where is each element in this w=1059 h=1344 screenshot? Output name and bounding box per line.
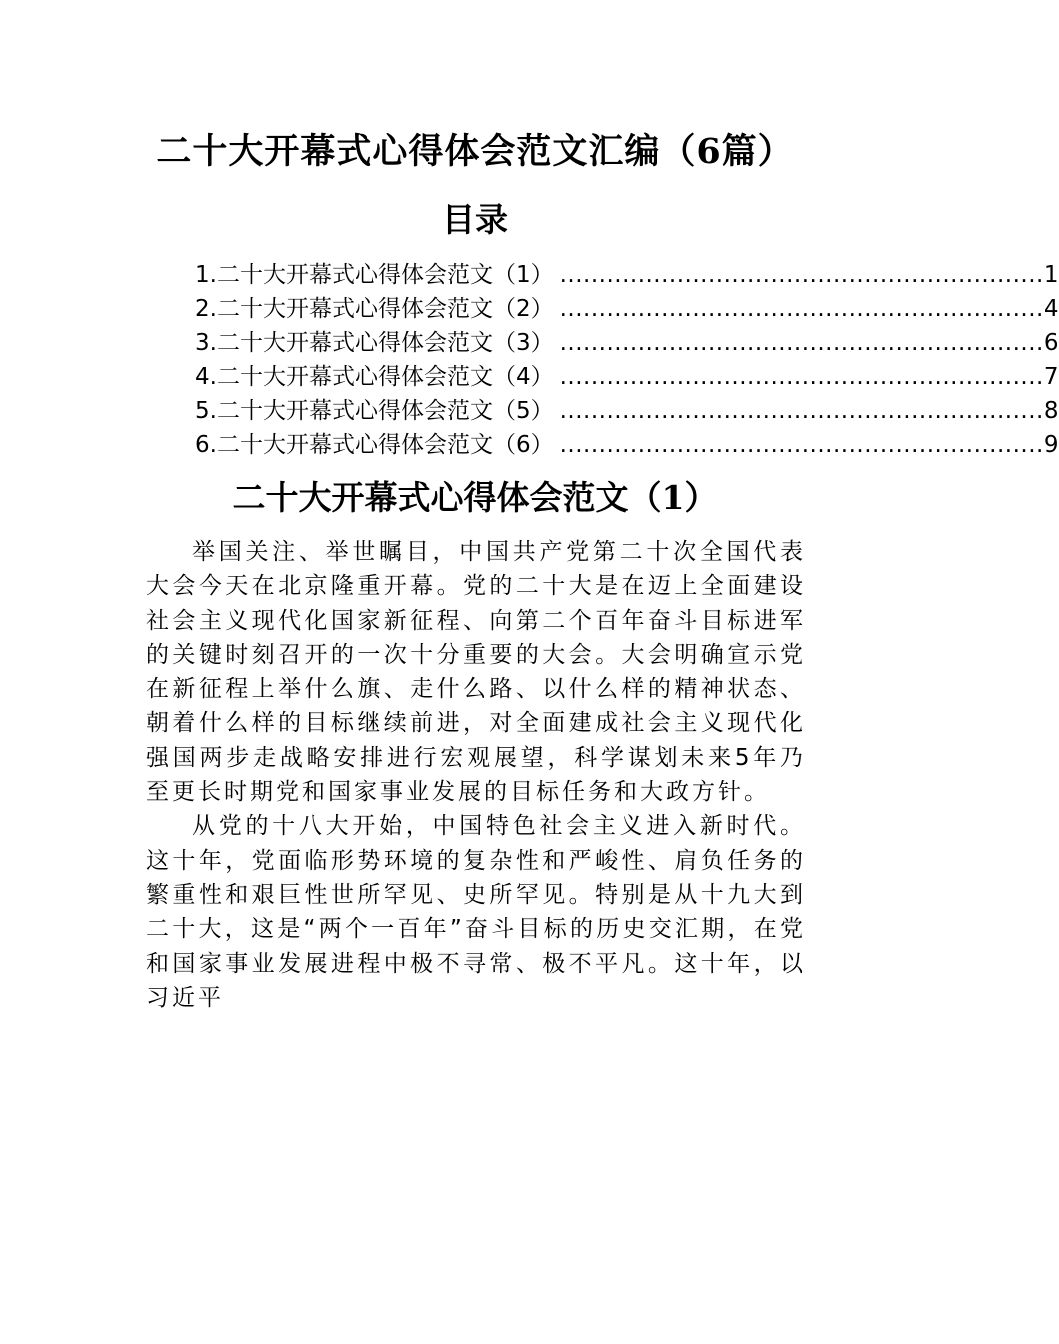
toc-entry[interactable]	[195, 360, 1059, 394]
toc-heading: 目录	[442, 200, 508, 239]
body-text	[146, 535, 806, 1015]
toc-entry-label: 1.二十大开幕式心得体会范文（1）	[195, 262, 554, 288]
toc-entry-label: 6.二十大开幕式心得体会范文（6）	[195, 432, 554, 458]
toc-entry-label: 3.二十大开幕式心得体会范文（3）	[195, 330, 554, 356]
toc-entry[interactable]	[195, 394, 1059, 428]
toc-dot-leader: ..............................................................	[559, 364, 1044, 390]
toc-dot-leader: ..............................................................	[559, 398, 1044, 424]
toc-entry-label: 4.二十大开幕式心得体会范文（4）	[195, 364, 554, 390]
toc-entry-page: 1	[1043, 262, 1059, 288]
toc-entry-page: 4	[1043, 296, 1059, 322]
table-of-contents	[195, 258, 1059, 462]
body-paragraph: 举国关注、举世瞩目，中国共产党第二十次全国代表大会今天在北京隆重开幕。党的二十大是在迈上全面建设社会主义现代化国家新征程、向第二个百年奋斗目标进军的关键时刻召开的一次十分重要的大会。大会明确宣示党在新征程上举什么旗、走什么路、以什么样的精神状态、朝着什么样的目标继续前进，对全面建成社会主义现代化强国两步走战略安排进行宏观展望，科学谋划未来5年乃至更长时期党和国家事业发展的目标任务和大政方针。	[146, 539, 806, 806]
toc-dot-leader: ..............................................................	[559, 296, 1044, 322]
document-title: 二十大开幕式心得体会范文汇编（6篇）	[156, 131, 794, 172]
toc-entry-page: 6	[1043, 330, 1059, 356]
toc-entry[interactable]	[195, 326, 1059, 360]
toc-entry-label: 2.二十大开幕式心得体会范文（2）	[195, 296, 554, 322]
toc-entry-page: 9	[1043, 432, 1059, 458]
toc-entry-page: 8	[1043, 398, 1059, 424]
section-title: 二十大开幕式心得体会范文（1）	[232, 478, 718, 517]
toc-dot-leader: ..............................................................	[559, 262, 1044, 288]
toc-dot-leader: ..............................................................	[559, 432, 1044, 458]
toc-entry[interactable]	[195, 258, 1059, 292]
toc-entry[interactable]	[195, 428, 1059, 462]
toc-entry-label: 5.二十大开幕式心得体会范文（5）	[195, 398, 554, 424]
toc-entry[interactable]	[195, 292, 1059, 326]
body-paragraph: 从党的十八大开始，中国特色社会主义进入新时代。这十年，党面临形势环境的复杂性和严峻性、肩负任务的繁重性和艰巨性世所罕见、史所罕见。特别是从十九大到二十大，这是“两个一百年”奋斗目标的历史交汇期，在党和国家事业发展进程中极不寻常、极不平凡。这十年，以习近平	[146, 813, 806, 1011]
toc-entry-page: 7	[1043, 364, 1059, 390]
toc-dot-leader: ..............................................................	[559, 330, 1044, 356]
